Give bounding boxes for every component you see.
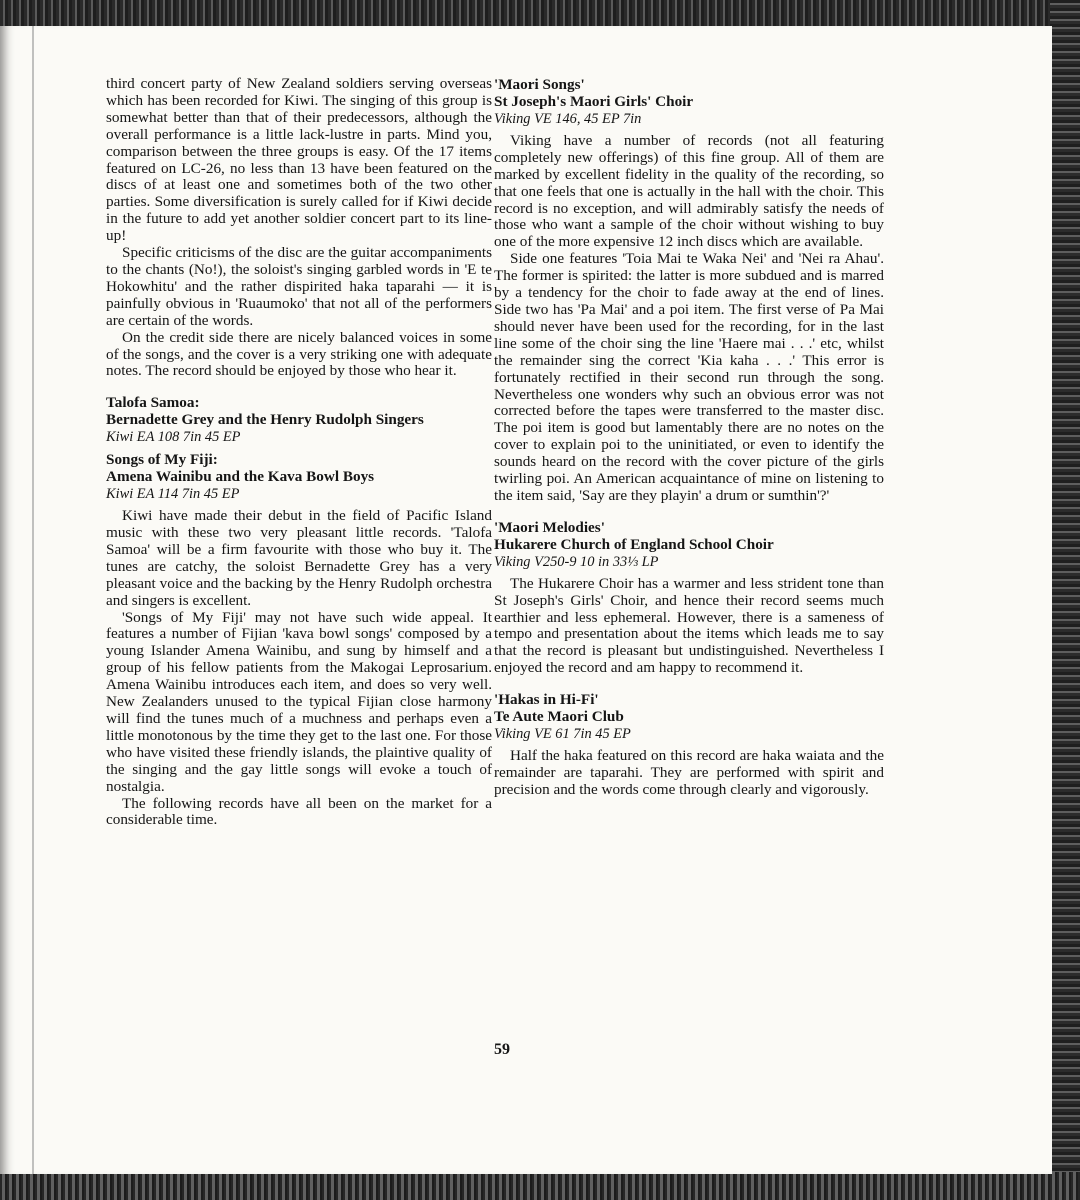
page-number: 59: [494, 1041, 510, 1058]
paragraph: The following records have all been on the market for a considerable time.: [106, 794, 492, 829]
paragraph: Half the haka featured on this record are haka waiata and the remainder are taparahi. They are performed with spirit and precision and the words come through clearly and vigorously.: [494, 747, 884, 798]
review-title: 'Maori Songs': [494, 76, 585, 93]
paragraph: Kiwi have made their debut in the field of Pacific Island music with these two very pleasant little records. 'Talofa Samoa' will be a firm favourite with those who buy it. The tunes are catchy, the soloist Bernadette Grey has a very pleasant voice and the backing by the Henry Rudolph orchestra and singers is excellent.: [106, 507, 492, 609]
review-artist: Hukarere Church of England School Choir: [494, 535, 774, 553]
review-artist: Te Aute Maori Club: [494, 708, 624, 726]
page-binding-edge: [32, 26, 34, 1174]
review-artist: Amena Wainibu and the Kava Bowl Boys: [106, 468, 375, 486]
paragraph: Viking have a number of records (not all featuring completely new offerings) of this fine group. All of them are marked by excellent fidelity in the quality of the recording, so that one feels that one is actually in the hall with the choir. This record is no exception, and will admirably satisfy the needs of those who want a sample of the choir without wishing to buy one of the more expensive 12 inch discs which are available.: [494, 131, 884, 251]
paragraph: 'Songs of My Fiji' may not have such wide appeal. It features a number of Fijian 'kava bowl songs' composed by a young Islander Amena Wainibu, and sung by himself and a group of his fellow patients from the Makogai Leprosarium. Amena Wainibu introduces each item, and does so very well. New Zealanders unused to the typical Fijian close harmony will find the tunes much of a muchness and perhaps even a little monotonous by the time they get to the last one. For those who have visited these friendly islands, the plaintive quality of the singing and the gay little songs will evoke a touch of nostalgia.: [106, 608, 492, 795]
paragraph: Side one features 'Toia Mai te Waka Nei' and 'Nei ra Ahau'. The former is spirited: the latter is more subdued and is marred by a tendency for the choir to fade away at the end of lines. Side two has 'Pa Mai' and a poi item. The first verse of Pa Mai should never have been used for the recording, for in the last line some of the choir sing the line 'Haere mai . . .' etc, whilst the remainder sing the correct 'Kia kaha . . .' This error is fortunately rectified in their second run through the song. Nevertheless one wonders why such an obvious error was not corrected before the tapes were transferred to the master disc. The poi item is good but lamentably there are no notes on the cover to explain poi to the uninitiated, or even to identify the sounds heard on the record with the cover picture of the girls twirling poi. An American acquaintance of mine on listening to the item said, 'Say are they playin' a drum or sumthin'?': [494, 250, 884, 504]
left-column: [106, 76, 492, 829]
paragraph: third concert party of New Zealand soldiers serving overseas which has been recorded for Kiwi. The singing of this group is somewhat better than that of their predecessors, although the overall performance is a little lack-lustre in parts. Mind you, comparison between the three groups is easy. Of the 17 items featured on LC-26, no less than 13 have been featured on the discs of at least one and sometimes both of the two other parties. Some diversification is surely called for if Kiwi decide in the future to add yet another soldier concert part to its line-up!: [106, 75, 492, 245]
paragraph: On the credit side there are nicely balanced voices in some of the songs, and the cover is a very striking one with adequate notes. The record should be enjoyed by those who hear it.: [106, 328, 492, 380]
scan-border-right: [1050, 0, 1080, 1200]
review-title: Songs of My Fiji:: [106, 451, 218, 469]
paragraph: The Hukarere Choir has a warmer and less strident tone than St Joseph's Girls' Choir, and hence their record seems much earthier and less ephemeral. However, there is a sameness of tempo and presentation about the items which leads me to say that the record is pleasant but undistinguished. Nevertheless I enjoyed the record and am happy to recommend it.: [494, 574, 884, 677]
paragraph: Specific criticisms of the disc are the guitar accompaniments to the chants (No!), the soloist's singing garbled words in 'E te Hokowhitu' and the rather dispirited haka taparahi — it is painfully obvious in 'Ruaumoko' that not all of the performers are certain of the words.: [106, 244, 492, 329]
catalog-number: Kiwi EA 108 7in 45 EP: [106, 429, 241, 446]
review-title: 'Maori Melodies': [494, 518, 605, 536]
review-title: 'Hakas in Hi-Fi': [494, 691, 599, 709]
catalog-number: Viking VE 146, 45 EP 7in: [494, 111, 642, 127]
scan-border-bottom: [0, 1172, 1080, 1200]
review-title: Talofa Samoa:: [106, 394, 200, 412]
catalog-number: Kiwi EA 114 7in 45 EP: [106, 486, 240, 503]
right-column: [494, 76, 884, 799]
review-artist: Bernadette Grey and the Henry Rudolph Singers: [106, 411, 424, 429]
catalog-number: Viking VE 61 7in 45 EP: [494, 726, 631, 743]
catalog-number: Viking V250-9 10 in 33⅓ LP: [494, 553, 659, 570]
review-artist: St Joseph's Maori Girls' Choir: [494, 93, 694, 110]
